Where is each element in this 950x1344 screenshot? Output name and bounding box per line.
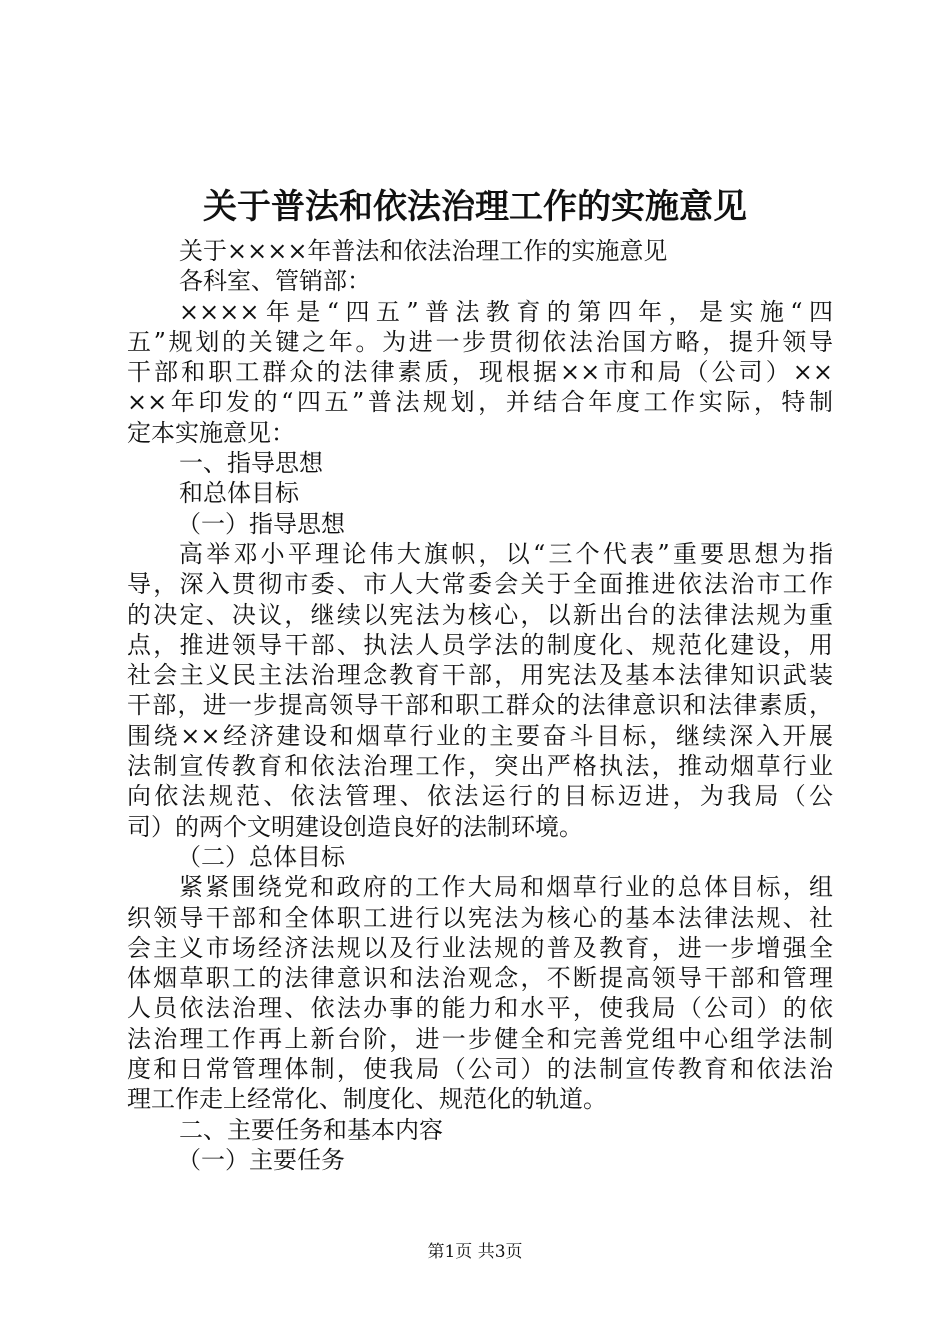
paragraph-line: 围绕××经济建设和烟草行业的主要奋斗目标，继续深入开展 xyxy=(127,721,833,750)
paragraph-line: 体烟草职工的法律意识和法治观念，不断提高领导干部和管理 xyxy=(127,964,833,993)
paragraph-line: 高举邓小平理论伟大旗帜，以“三个代表”重要思想为指 xyxy=(179,539,833,568)
section-heading: 和总体目标 xyxy=(179,479,299,508)
subtitle-line: 关于××××年普法和依法治理工作的实施意见 xyxy=(179,237,668,265)
paragraph-line: 社会主义民主法治理念教育干部，用宪法及基本法律知识武装 xyxy=(127,661,833,690)
paragraph-line: 人员依法治理、依法办事的能力和水平，使我局（公司）的依 xyxy=(127,994,833,1023)
section-heading: 一、指导思想 xyxy=(179,449,323,478)
salutation-line: 各科室、管销部： xyxy=(179,267,371,296)
paragraph-line: ××年印发的“四五”普法规划，并结合年度工作实际，特制 xyxy=(127,388,833,417)
paragraph-line: 度和日常管理体制，使我局（公司）的法制宣传教育和依法治 xyxy=(127,1055,833,1084)
paragraph-line: 干部和职工群众的法律素质，现根据××市和局（公司）×× xyxy=(127,358,833,387)
subsection-heading: （一）主要任务 xyxy=(177,1145,345,1174)
paragraph-line: 法制宣传教育和依法治理工作，突出严格执法，推动烟草行业 xyxy=(127,752,833,781)
paragraph-line: 司）的两个文明建设创造良好的法制环境。 xyxy=(127,812,583,841)
paragraph-line: 会主义市场经济法规以及行业法规的普及教育，进一步增强全 xyxy=(127,933,833,962)
document-body xyxy=(127,236,833,1175)
paragraph-line: 干部，进一步提高领导干部和职工群众的法律意识和法律素质， xyxy=(127,691,833,720)
page-number-footer: 第1页 共3页 xyxy=(427,1242,523,1262)
paragraph-line: ××××年是“四五”普法教育的第四年，是实施“四 xyxy=(179,297,833,326)
paragraph-line: 理工作走上经常化、制度化、规范化的轨道。 xyxy=(127,1085,607,1114)
paragraph-line: 法治理工作再上新台阶，进一步健全和完善党组中心组学法制 xyxy=(127,1024,833,1053)
paragraph-line: 织领导干部和全体职工进行以宪法为核心的基本法律法规、社 xyxy=(127,903,833,932)
paragraph-line: 五”规划的关键之年。为进一步贯彻依法治国方略，提升领导 xyxy=(127,327,833,356)
paragraph-line: 的决定、决议，继续以宪法为核心，以新出台的法律法规为重 xyxy=(127,600,833,629)
document-title: 关于普法和依法治理工作的实施意见 xyxy=(203,187,747,227)
paragraph-line: 定本实施意见： xyxy=(127,418,295,447)
paragraph-line: 紧紧围绕党和政府的工作大局和烟草行业的总体目标，组 xyxy=(179,873,833,902)
paragraph-line: 点，推进领导干部、执法人员学法的制度化、规范化建设，用 xyxy=(127,630,833,659)
subsection-heading: （二）总体目标 xyxy=(177,842,345,871)
subsection-heading: （一）指导思想 xyxy=(177,509,345,538)
section-heading: 二、主要任务和基本内容 xyxy=(179,1115,443,1144)
paragraph-line: 导，深入贯彻市委、市人大常委会关于全面推进依法治市工作 xyxy=(127,570,833,599)
paragraph-line: 向依法规范、依法管理、依法运行的目标迈进，为我局（公 xyxy=(127,782,833,811)
